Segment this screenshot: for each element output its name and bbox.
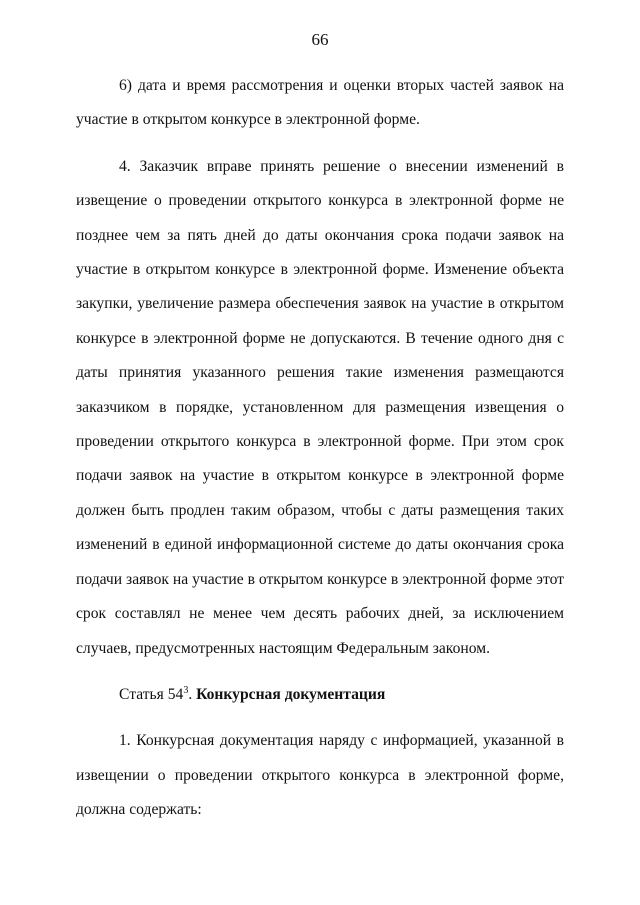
article-heading — [76, 678, 564, 712]
paragraph-section-1: 1. Конкурсная документация наряду с информацией, указанной в извещении о проведении открытого конкурса в электронной форме, должна содержать: — [76, 732, 564, 819]
article-superscript: 3 — [183, 684, 189, 696]
article-separator: . — [188, 685, 197, 703]
paragraph-section-4: 4. Заказчик вправе принять решение о внесении изменений в извещение о проведении открытого конкурса в электронной форме не позднее чем за пять дней до даты окончания срока подачи заявок на участие в открытом конкурсе в электронной форме. Изменение объекта закупки, увеличение размера обеспечения заявок на участие в открытом конкурсе в электронной форме не допускаются. В течение одного дня с даты принятия указанного решения такие изменения размещаются заказчиком в порядке, установленном для размещения извещения о проведении открытого конкурса в электронной форме. При этом срок подачи заявок на участие в открытом конкурсе в электронной форме должен быть продлен таким образом, чтобы с даты размещения таких изменений в единой информационной системе до даты окончания срока подачи заявок на участие в открытом конкурсе в электронной форме этот срок составлял не менее чем десять рабочих дней, за исключением случаев, предусмотренных настоящим Федеральным законом. — [76, 157, 564, 657]
page-number: 66 — [311, 30, 329, 49]
paragraph-item-6: 6) дата и время рассмотрения и оценки вторых частей заявок на участие в открытом конкурсе в электронной форме. — [76, 77, 564, 129]
article-prefix: Статья 54 — [119, 685, 184, 703]
article-title: Конкурсная документация — [196, 685, 386, 703]
document-body — [76, 69, 564, 840]
